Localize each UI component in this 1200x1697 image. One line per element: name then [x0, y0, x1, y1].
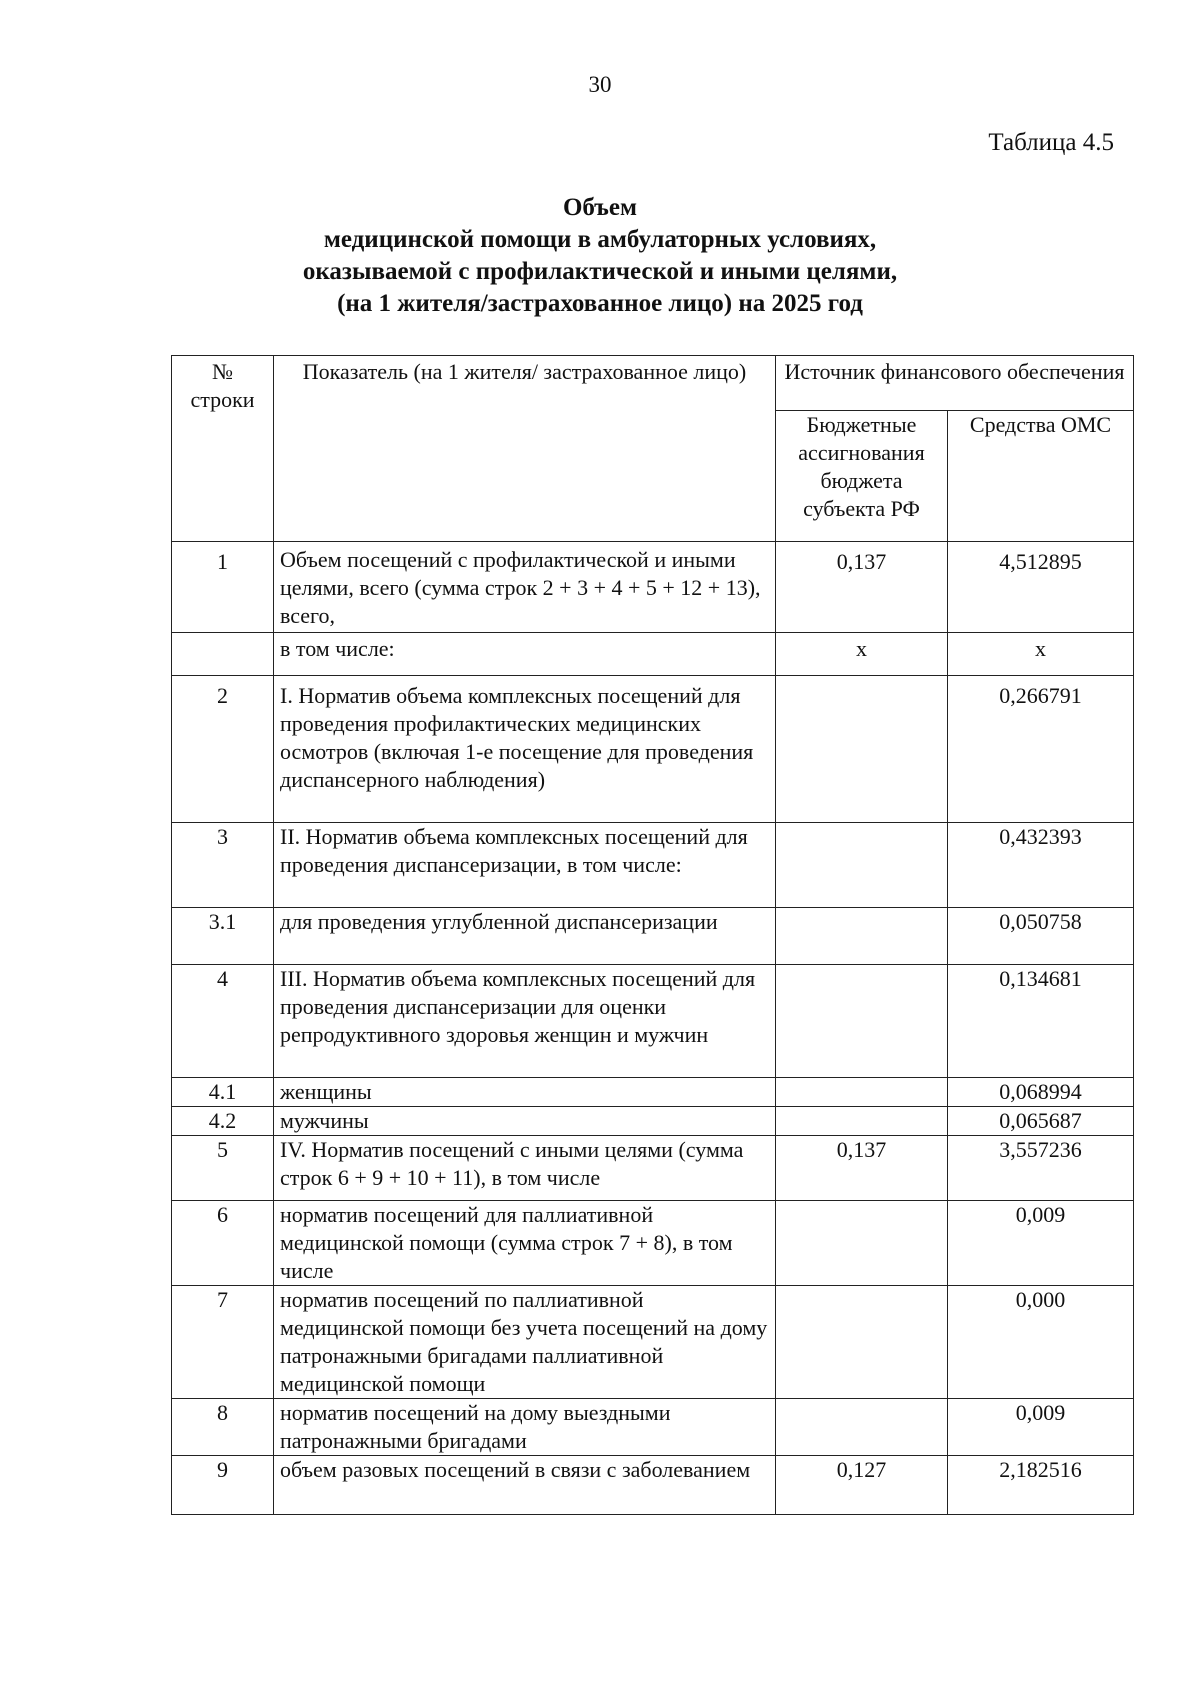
row-number: 2	[172, 676, 274, 823]
row-number: 7	[172, 1286, 274, 1399]
row-budget-value	[776, 908, 948, 965]
title-line: (на 1 жителя/застрахованное лицо) на 2025 год	[337, 290, 863, 317]
row-budget-value	[776, 676, 948, 823]
header-row-number: № строки	[172, 356, 274, 542]
table-row	[172, 1136, 1134, 1201]
row-budget-value: 0,137	[776, 542, 948, 633]
row-budget-value	[776, 823, 948, 908]
row-indicator: мужчины	[274, 1107, 776, 1136]
row-indicator: норматив посещений по паллиативной медицинской помощи без учета посещений на дому патронажными бригадами паллиативной медицинской помощи	[274, 1286, 776, 1399]
row-number	[172, 633, 274, 676]
table-row	[172, 1399, 1134, 1456]
header-funding-source: Источник финансового обеспечения	[776, 356, 1134, 411]
page-number: 30	[588, 72, 612, 97]
row-oms-value: 0,065687	[948, 1107, 1134, 1136]
row-number: 4.1	[172, 1078, 274, 1107]
row-budget-value	[776, 1286, 948, 1399]
row-oms-value: 0,009	[948, 1399, 1134, 1456]
row-indicator: объем разовых посещений в связи с заболеванием	[274, 1456, 776, 1515]
row-budget-value: х	[776, 633, 948, 676]
row-indicator: I. Норматив объема комплексных посещений для проведения профилактических медицинских осмотров (включая 1-е посещение для проведения диспансерного наблюдения)	[274, 676, 776, 823]
table-row	[172, 1078, 1134, 1107]
row-indicator: женщины	[274, 1078, 776, 1107]
row-oms-value: 0,068994	[948, 1078, 1134, 1107]
row-indicator: норматив посещений на дому выездными патронажными бригадами	[274, 1399, 776, 1456]
title-line: оказываемой с профилактической и иными целями,	[302, 258, 898, 285]
row-budget-value	[776, 965, 948, 1078]
document-title	[0, 192, 1200, 320]
row-budget-value	[776, 1107, 948, 1136]
row-number: 1	[172, 542, 274, 633]
row-oms-value: 0,432393	[948, 823, 1134, 908]
row-budget-value: 0,127	[776, 1456, 948, 1515]
row-indicator: II. Норматив объема комплексных посещений для проведения диспансеризации, в том числе:	[274, 823, 776, 908]
volume-table	[171, 355, 1134, 1515]
row-oms-value: 0,000	[948, 1286, 1134, 1399]
row-oms-value: 3,557236	[948, 1136, 1134, 1201]
row-number: 6	[172, 1201, 274, 1286]
row-oms-value: 0,266791	[948, 676, 1134, 823]
row-oms-value: 0,134681	[948, 965, 1134, 1078]
title-line: медицинской помощи в амбулаторных условиях,	[323, 226, 877, 253]
row-oms-value: 0,009	[948, 1201, 1134, 1286]
header-budget: Бюджетные ассигнования бюджета субъекта РФ	[776, 411, 948, 542]
row-budget-value: 0,137	[776, 1136, 948, 1201]
row-number: 5	[172, 1136, 274, 1201]
table-row	[172, 1107, 1134, 1136]
table-row	[172, 965, 1134, 1078]
row-number: 3	[172, 823, 274, 908]
row-number: 4	[172, 965, 274, 1078]
row-oms-value: х	[948, 633, 1134, 676]
table-row	[172, 908, 1134, 965]
row-indicator: норматив посещений для паллиативной медицинской помощи (сумма строк 7 + 8), в том числе	[274, 1201, 776, 1286]
header-oms: Средства ОМС	[948, 411, 1134, 542]
header-indicator: Показатель (на 1 жителя/ застрахованное лицо)	[274, 356, 776, 542]
row-budget-value	[776, 1201, 948, 1286]
row-indicator: III. Норматив объема комплексных посещений для проведения диспансеризации для оценки репродуктивного здоровья женщин и мужчин	[274, 965, 776, 1078]
table-row	[172, 1286, 1134, 1399]
row-number: 3.1	[172, 908, 274, 965]
row-number: 4.2	[172, 1107, 274, 1136]
row-indicator: в том числе:	[274, 633, 776, 676]
row-budget-value	[776, 1399, 948, 1456]
row-number: 8	[172, 1399, 274, 1456]
row-number: 9	[172, 1456, 274, 1515]
row-oms-value: 0,050758	[948, 908, 1134, 965]
title-line: Объем	[562, 194, 638, 221]
table-row	[172, 823, 1134, 908]
table-row	[172, 1456, 1134, 1515]
row-budget-value	[776, 1078, 948, 1107]
table-row	[172, 542, 1134, 633]
row-oms-value: 2,182516	[948, 1456, 1134, 1515]
table-label: Таблица 4.5	[988, 129, 1114, 156]
row-indicator: для проведения углубленной диспансеризации	[274, 908, 776, 965]
table-row	[172, 676, 1134, 823]
table-row	[172, 1201, 1134, 1286]
row-indicator: Объем посещений с профилактической и иными целями, всего (сумма строк 2 + 3 + 4 + 5 + 12 + 13), всего,	[274, 542, 776, 633]
row-oms-value: 4,512895	[948, 542, 1134, 633]
table-row	[172, 633, 1134, 676]
row-indicator: IV. Норматив посещений с иными целями (сумма строк 6 + 9 + 10 + 11), в том числе	[274, 1136, 776, 1201]
